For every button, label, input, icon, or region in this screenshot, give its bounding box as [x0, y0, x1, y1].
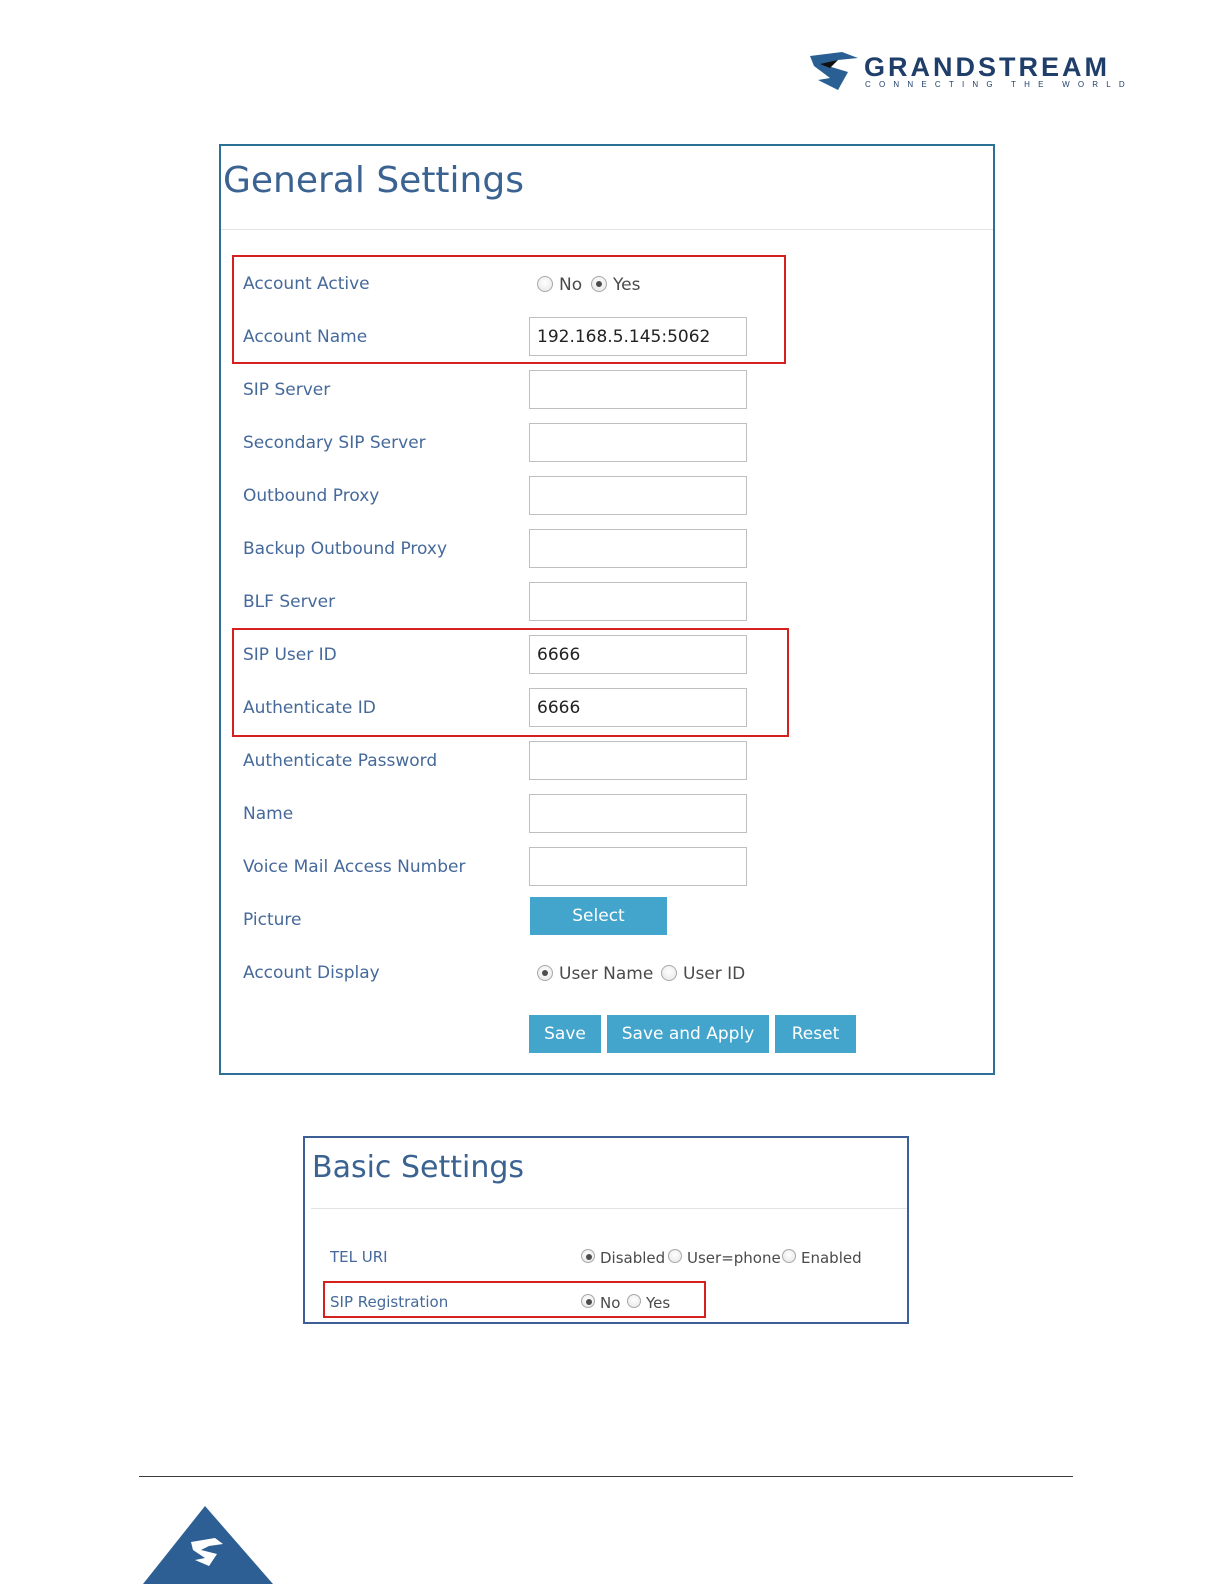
- sip-registration-no-label: No: [600, 1294, 621, 1312]
- sip-registration-yes-label: Yes: [646, 1294, 671, 1312]
- sip-user-id-label: SIP User ID: [243, 645, 337, 665]
- tel-uri-enabled-radio[interactable]: [782, 1249, 796, 1263]
- outbound-proxy-input[interactable]: [529, 476, 747, 515]
- tel-uri-enabled-label: Enabled: [801, 1249, 862, 1267]
- account-active-no-label: No: [559, 275, 583, 295]
- backup-outbound-proxy-input[interactable]: [529, 529, 747, 568]
- backup-outbound-proxy-label: Backup Outbound Proxy: [243, 539, 448, 559]
- name-input[interactable]: [529, 794, 747, 833]
- account-display-label: Account Display: [243, 963, 380, 983]
- grandstream-swoosh-icon: [808, 50, 860, 92]
- tel-uri-label: TEL URI: [330, 1248, 388, 1266]
- brand-name: GRANDSTREAM: [864, 52, 1110, 82]
- tel-uri-user-phone-label: User=phone: [687, 1249, 781, 1267]
- voice-mail-access-number-input[interactable]: [529, 847, 747, 886]
- tel-uri-disabled-radio[interactable]: [581, 1249, 595, 1263]
- sip-server-input[interactable]: [529, 370, 747, 409]
- sip-server-label: SIP Server: [243, 380, 331, 400]
- panel-title: General Settings: [223, 160, 524, 201]
- save-and-apply-button[interactable]: Save and Apply: [607, 1015, 769, 1053]
- highlight-account-box: [232, 255, 786, 364]
- tel-uri-user-phone-radio[interactable]: [668, 1249, 682, 1263]
- footer-logo-icon: [143, 1504, 273, 1584]
- authenticate-password-input[interactable]: [529, 741, 747, 780]
- account-display-user-name-label: User Name: [559, 964, 654, 984]
- footer-divider: [139, 1476, 1073, 1477]
- account-display-user-name-radio[interactable]: [537, 965, 553, 981]
- name-label: Name: [243, 804, 294, 824]
- blf-server-input[interactable]: [529, 582, 747, 621]
- title-divider: [221, 229, 993, 230]
- account-name-label: Account Name: [243, 327, 368, 347]
- picture-label: Picture: [243, 910, 302, 930]
- authenticate-id-label: Authenticate ID: [243, 698, 376, 718]
- account-display-user-id-label: User ID: [683, 964, 746, 984]
- highlight-sip-registration-box: [323, 1281, 706, 1318]
- brand-tagline: CONNECTING THE WORLD: [865, 80, 1133, 89]
- secondary-sip-server-input[interactable]: [529, 423, 747, 462]
- blf-server-label: BLF Server: [243, 592, 336, 612]
- sip-registration-label: SIP Registration: [330, 1293, 449, 1311]
- secondary-sip-server-label: Secondary SIP Server: [243, 433, 426, 453]
- account-active-label: Account Active: [243, 274, 370, 294]
- reset-button[interactable]: Reset: [775, 1015, 856, 1053]
- grandstream-logo: [808, 50, 1138, 96]
- picture-select-button[interactable]: Select: [530, 897, 667, 935]
- title-divider: [311, 1208, 907, 1209]
- voice-mail-access-number-label: Voice Mail Access Number: [243, 857, 466, 877]
- account-display-user-id-radio[interactable]: [661, 965, 677, 981]
- tel-uri-disabled-label: Disabled: [600, 1249, 666, 1267]
- panel-title: Basic Settings: [312, 1150, 525, 1185]
- outbound-proxy-label: Outbound Proxy: [243, 486, 380, 506]
- authenticate-password-label: Authenticate Password: [243, 751, 438, 771]
- account-active-yes-label: Yes: [613, 275, 641, 295]
- save-button[interactable]: Save: [529, 1015, 601, 1053]
- highlight-user-id-box: [232, 628, 789, 737]
